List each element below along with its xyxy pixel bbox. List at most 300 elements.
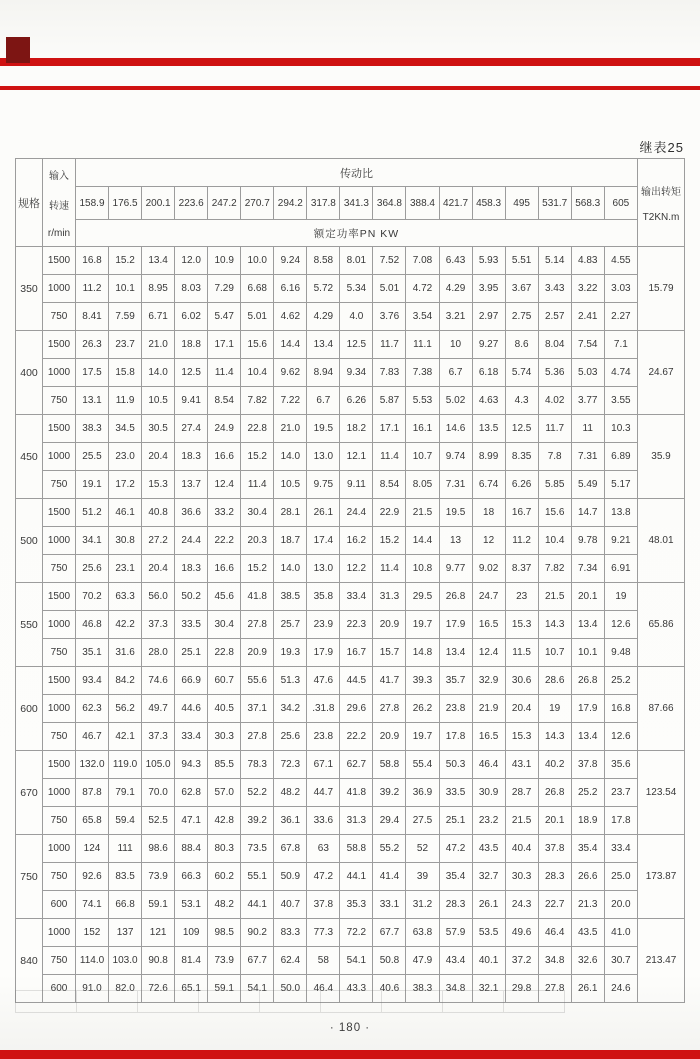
power-value-cell: 26.2 (406, 695, 439, 723)
power-value-cell: 30.8 (109, 527, 142, 555)
power-value-cell: 60.7 (208, 667, 241, 695)
power-value-cell: 17.1 (208, 331, 241, 359)
power-value-cell: 13.4 (307, 331, 340, 359)
power-value-cell: 12.5 (340, 331, 373, 359)
power-value-cell: 2.57 (538, 303, 571, 331)
power-value-cell: 30.7 (604, 947, 637, 975)
power-value-cell: 58.8 (373, 751, 406, 779)
power-value-cell: 39.2 (241, 807, 274, 835)
power-value-cell: 11.9 (109, 387, 142, 415)
power-value-cell: 23.7 (604, 779, 637, 807)
power-value-cell: 5.17 (604, 471, 637, 499)
power-value-cell: 27.8 (241, 611, 274, 639)
power-value-cell: 4.72 (406, 275, 439, 303)
power-value-cell: 92.6 (76, 863, 109, 891)
power-value-cell: 12.5 (175, 359, 208, 387)
power-value-cell: 58.8 (340, 835, 373, 863)
power-value-cell: 12.4 (208, 471, 241, 499)
power-value-cell: 33.4 (175, 723, 208, 751)
power-value-cell: 25.1 (175, 639, 208, 667)
power-value-cell: 46.1 (109, 499, 142, 527)
power-value-cell: 13.4 (571, 723, 604, 751)
power-value-cell: 10.9 (208, 247, 241, 275)
power-value-cell: 48.2 (274, 779, 307, 807)
power-value-cell: 20.4 (505, 695, 538, 723)
power-value-cell: 19.7 (406, 723, 439, 751)
power-value-cell: 54.1 (340, 947, 373, 975)
power-value-cell: 91.0 (76, 975, 109, 1003)
power-value-cell: 34.5 (109, 415, 142, 443)
power-value-cell: 7.31 (571, 443, 604, 471)
power-value-cell: 36.6 (175, 499, 208, 527)
power-value-cell: 33.6 (307, 807, 340, 835)
power-value-cell: 88.4 (175, 835, 208, 863)
power-value-cell: 40.7 (274, 891, 307, 919)
power-value-cell: 13.4 (142, 247, 175, 275)
power-value-cell: 5.72 (307, 275, 340, 303)
power-value-cell: 50.3 (439, 751, 472, 779)
power-value-cell: 34.8 (439, 975, 472, 1003)
power-value-cell: 32.7 (472, 863, 505, 891)
power-value-cell: 16.7 (505, 499, 538, 527)
power-value-cell: 7.83 (373, 359, 406, 387)
header-row-1 (16, 159, 685, 187)
power-value-cell: 2.41 (571, 303, 604, 331)
power-value-cell: 17.8 (604, 807, 637, 835)
power-value-cell: 27.8 (373, 695, 406, 723)
power-value-cell: 19.5 (307, 415, 340, 443)
power-value-cell: 18.3 (175, 555, 208, 583)
speed-cell: 1000 (43, 779, 76, 807)
power-value-cell: 28.7 (505, 779, 538, 807)
power-value-cell: 11.4 (208, 359, 241, 387)
torque-cell: 213.47 (638, 919, 685, 1003)
power-value-cell: 25.5 (76, 443, 109, 471)
power-value-cell: 72.2 (340, 919, 373, 947)
power-value-cell: 6.91 (604, 555, 637, 583)
power-value-cell: 25.2 (571, 779, 604, 807)
power-value-cell: 16.1 (406, 415, 439, 443)
ratio-value-header: 458.3 (472, 187, 505, 220)
speed-cell: 1000 (43, 919, 76, 947)
power-value-cell: 17.9 (307, 639, 340, 667)
power-value-cell: 41.0 (604, 919, 637, 947)
speed-cell: 750 (43, 947, 76, 975)
power-value-cell: 21.5 (538, 583, 571, 611)
speed-cell: 1000 (43, 359, 76, 387)
torque-cell: 24.67 (638, 331, 685, 415)
power-value-cell: 14.4 (406, 527, 439, 555)
power-value-cell: 62.4 (274, 947, 307, 975)
power-value-cell: 10.4 (538, 527, 571, 555)
power-value-cell: 62.7 (340, 751, 373, 779)
power-value-cell: 17.9 (439, 611, 472, 639)
power-value-cell: 44.1 (340, 863, 373, 891)
ratio-value-header: 341.3 (340, 187, 373, 220)
spec-cell: 750 (16, 835, 43, 919)
power-value-cell: 35.3 (340, 891, 373, 919)
power-value-cell: 43.3 (340, 975, 373, 1003)
power-value-cell: 46.4 (538, 919, 571, 947)
power-value-cell: 39 (406, 863, 439, 891)
spec-cell: 840 (16, 919, 43, 1003)
power-value-cell: 57.0 (208, 779, 241, 807)
power-value-cell: 13.0 (307, 555, 340, 583)
power-value-cell: 9.74 (439, 443, 472, 471)
power-value-cell: 44.7 (307, 779, 340, 807)
power-value-cell: 62.3 (76, 695, 109, 723)
power-value-cell: 3.22 (571, 275, 604, 303)
power-value-cell: 19 (538, 695, 571, 723)
power-value-cell: 19 (604, 583, 637, 611)
power-value-cell: 67.1 (307, 751, 340, 779)
power-value-cell: 28.1 (274, 499, 307, 527)
power-value-cell: 21.5 (505, 807, 538, 835)
table-row (16, 639, 685, 667)
ratio-value-header: 200.1 (142, 187, 175, 220)
power-value-cell: 14.4 (274, 331, 307, 359)
power-value-cell: 35.7 (439, 667, 472, 695)
spec-cell: 500 (16, 499, 43, 583)
power-value-cell: 79.1 (109, 779, 142, 807)
speed-cell: 1500 (43, 667, 76, 695)
power-value-cell: 6.18 (472, 359, 505, 387)
speed-cell: 600 (43, 975, 76, 1003)
power-value-cell: 5.87 (373, 387, 406, 415)
power-value-cell: 11.7 (373, 331, 406, 359)
power-value-cell: 20.1 (538, 807, 571, 835)
power-value-cell: 35.4 (439, 863, 472, 891)
power-value-cell: 25.6 (274, 723, 307, 751)
power-value-cell: 45.6 (208, 583, 241, 611)
torque-cell: 15.79 (638, 247, 685, 331)
power-value-cell: 33.2 (208, 499, 241, 527)
power-value-cell: 30.3 (208, 723, 241, 751)
power-value-cell: 7.1 (604, 331, 637, 359)
power-value-cell: 23.2 (472, 807, 505, 835)
power-value-cell: 8.35 (505, 443, 538, 471)
power-value-cell: 25.1 (439, 807, 472, 835)
power-value-cell: 16.8 (604, 695, 637, 723)
input-speed-line1: 输入 (49, 170, 69, 182)
power-value-cell: 5.51 (505, 247, 538, 275)
power-value-cell: 20.4 (142, 555, 175, 583)
power-value-cell: 56.2 (109, 695, 142, 723)
power-value-cell: 19.1 (76, 471, 109, 499)
power-value-cell: 31.2 (406, 891, 439, 919)
power-value-cell: 17.2 (109, 471, 142, 499)
power-value-cell: 43.5 (472, 835, 505, 863)
power-value-cell: 13.4 (439, 639, 472, 667)
power-value-cell: 40.6 (373, 975, 406, 1003)
power-value-cell: 38.3 (76, 415, 109, 443)
power-value-cell: 46.4 (307, 975, 340, 1003)
power-value-cell: 7.22 (274, 387, 307, 415)
power-value-cell: 51.3 (274, 667, 307, 695)
power-value-cell: 11.4 (373, 555, 406, 583)
power-value-cell: 39.3 (406, 667, 439, 695)
power-value-cell: 20.9 (241, 639, 274, 667)
power-value-cell: 47.2 (307, 863, 340, 891)
power-value-cell: 36.9 (406, 779, 439, 807)
power-value-cell: 9.48 (604, 639, 637, 667)
speed-cell: 1000 (43, 835, 76, 863)
table-row (16, 415, 685, 443)
input-speed-header (43, 159, 76, 247)
table-row (16, 723, 685, 751)
power-value-cell: 13.1 (76, 387, 109, 415)
power-value-cell: 15.2 (241, 555, 274, 583)
power-value-cell: 22.8 (241, 415, 274, 443)
power-value-cell: 12.5 (505, 415, 538, 443)
power-value-cell: 4.29 (307, 303, 340, 331)
power-value-cell: 10.0 (241, 247, 274, 275)
power-value-cell: 9.78 (571, 527, 604, 555)
power-value-cell: 49.6 (505, 919, 538, 947)
table-row (16, 583, 685, 611)
spec-cell: 400 (16, 331, 43, 415)
power-value-cell: 5.01 (373, 275, 406, 303)
speed-cell: 750 (43, 807, 76, 835)
power-value-cell: 29.5 (406, 583, 439, 611)
power-value-cell: 43.5 (571, 919, 604, 947)
ratio-value-header: 317.8 (307, 187, 340, 220)
power-value-cell: 17.9 (571, 695, 604, 723)
power-value-cell: 30.3 (505, 863, 538, 891)
power-value-cell: 10.1 (571, 639, 604, 667)
power-value-cell: 40.5 (208, 695, 241, 723)
power-value-cell: 23.8 (307, 723, 340, 751)
power-value-cell: 15.2 (373, 527, 406, 555)
power-value-cell: 8.03 (175, 275, 208, 303)
power-value-cell: 31.6 (109, 639, 142, 667)
power-value-cell: 20.9 (373, 611, 406, 639)
power-value-cell: 31.3 (373, 583, 406, 611)
power-value-cell: 37.3 (142, 723, 175, 751)
table-row (16, 807, 685, 835)
power-value-cell: 17.4 (307, 527, 340, 555)
speed-cell: 1000 (43, 611, 76, 639)
power-value-cell: 5.01 (241, 303, 274, 331)
power-value-cell: 10.3 (604, 415, 637, 443)
power-value-cell: 24.9 (208, 415, 241, 443)
power-value-cell: 9.62 (274, 359, 307, 387)
power-value-cell: 7.52 (373, 247, 406, 275)
speed-cell: 1500 (43, 331, 76, 359)
power-value-cell: 11.7 (538, 415, 571, 443)
ratio-value-header: 270.7 (241, 187, 274, 220)
power-value-cell: 66.8 (109, 891, 142, 919)
ratio-value-header: 364.8 (373, 187, 406, 220)
power-value-cell: 18.9 (571, 807, 604, 835)
table-row (16, 891, 685, 919)
speed-cell: 600 (43, 891, 76, 919)
speed-cell: 1500 (43, 499, 76, 527)
power-value-cell: 70.0 (142, 779, 175, 807)
power-value-cell: 46.7 (76, 723, 109, 751)
table-continuation-label: 继表25 (639, 140, 684, 155)
output-torque-line1: 输出转矩 (641, 186, 681, 198)
speed-cell: 1000 (43, 443, 76, 471)
table-row (16, 303, 685, 331)
power-value-cell: 13.0 (307, 443, 340, 471)
power-value-cell: 11.5 (505, 639, 538, 667)
power-value-cell: 41.8 (340, 779, 373, 807)
power-value-cell: 57.9 (439, 919, 472, 947)
power-value-cell: 20.1 (571, 583, 604, 611)
power-value-cell: 98.5 (208, 919, 241, 947)
power-value-cell: 4.55 (604, 247, 637, 275)
power-value-cell: 16.6 (208, 443, 241, 471)
power-value-cell: 84.2 (109, 667, 142, 695)
power-value-cell: 20.9 (373, 723, 406, 751)
power-value-cell: 8.58 (307, 247, 340, 275)
speed-cell: 750 (43, 863, 76, 891)
speed-cell: 750 (43, 555, 76, 583)
power-value-cell: 47.2 (439, 835, 472, 863)
power-value-cell: 10 (439, 331, 472, 359)
power-value-cell: 10.7 (406, 443, 439, 471)
power-value-cell: 13.8 (604, 499, 637, 527)
power-value-cell: 30.4 (208, 611, 241, 639)
torque-cell: 35.9 (638, 415, 685, 499)
power-value-cell: 30.5 (142, 415, 175, 443)
power-value-cell: 63.8 (406, 919, 439, 947)
speed-cell: 1000 (43, 527, 76, 555)
power-value-cell: 56.0 (142, 583, 175, 611)
power-value-cell: 124 (76, 835, 109, 863)
output-torque-unit: T2KN.m (642, 211, 680, 223)
speed-cell: 1500 (43, 583, 76, 611)
power-value-cell: 37.8 (538, 835, 571, 863)
power-value-cell: 16.6 (208, 555, 241, 583)
power-value-cell: 18.8 (175, 331, 208, 359)
power-value-cell: 12.2 (340, 555, 373, 583)
power-value-cell: 47.1 (175, 807, 208, 835)
page-number: · 180 · (329, 1022, 371, 1034)
power-value-cell: 73.5 (241, 835, 274, 863)
power-value-cell: 65.8 (76, 807, 109, 835)
power-value-cell: 3.21 (439, 303, 472, 331)
ratio-value-header: 223.6 (175, 187, 208, 220)
power-value-cell: 5.02 (439, 387, 472, 415)
speed-cell: 750 (43, 471, 76, 499)
power-value-cell: 4.02 (538, 387, 571, 415)
ratio-values-row (16, 187, 685, 220)
power-value-cell: 14.0 (142, 359, 175, 387)
power-value-cell: 4.83 (571, 247, 604, 275)
power-value-cell: 5.47 (208, 303, 241, 331)
power-value-cell: .31.8 (307, 695, 340, 723)
power-value-cell: 4.74 (604, 359, 637, 387)
power-value-cell: 13 (439, 527, 472, 555)
power-value-cell: 35.1 (76, 639, 109, 667)
power-value-cell: 14.0 (274, 443, 307, 471)
power-value-cell: 24.4 (340, 499, 373, 527)
power-value-cell: 19.7 (406, 611, 439, 639)
power-value-cell: 12.6 (604, 723, 637, 751)
speed-cell: 750 (43, 723, 76, 751)
power-value-cell: 27.4 (175, 415, 208, 443)
ratio-value-header: 495 (505, 187, 538, 220)
ratio-value-header: 531.7 (538, 187, 571, 220)
power-value-cell: 15.8 (109, 359, 142, 387)
power-value-cell: 42.8 (208, 807, 241, 835)
table-row (16, 555, 685, 583)
speed-cell: 1500 (43, 751, 76, 779)
ratio-value-header: 247.2 (208, 187, 241, 220)
power-value-cell: 6.16 (274, 275, 307, 303)
power-value-cell: 22.2 (208, 527, 241, 555)
power-value-cell: 25.6 (76, 555, 109, 583)
bottom-red-bar (0, 1050, 700, 1059)
power-value-cell: 10.7 (538, 639, 571, 667)
power-value-cell: 35.6 (604, 751, 637, 779)
power-value-cell: 50.9 (274, 863, 307, 891)
power-value-cell: 37.1 (241, 695, 274, 723)
power-value-cell: 29.8 (505, 975, 538, 1003)
table-row (16, 359, 685, 387)
power-value-cell: 25.2 (604, 667, 637, 695)
power-value-cell: 7.8 (538, 443, 571, 471)
power-value-cell: 26.8 (538, 779, 571, 807)
power-value-cell: 6.71 (142, 303, 175, 331)
power-value-cell: 30.4 (241, 499, 274, 527)
power-value-cell: 8.37 (505, 555, 538, 583)
power-value-cell: 53.1 (175, 891, 208, 919)
power-value-cell: 32.9 (472, 667, 505, 695)
power-value-cell: 10.5 (142, 387, 175, 415)
power-value-cell: 73.9 (142, 863, 175, 891)
power-value-cell: 132.0 (76, 751, 109, 779)
power-value-cell: 41.7 (373, 667, 406, 695)
power-value-cell: 53.5 (472, 919, 505, 947)
power-value-cell: 5.85 (538, 471, 571, 499)
power-value-cell: 37.8 (571, 751, 604, 779)
torque-cell: 123.54 (638, 751, 685, 835)
power-value-cell: 8.41 (76, 303, 109, 331)
power-value-cell: 6.26 (505, 471, 538, 499)
power-value-cell: 9.11 (340, 471, 373, 499)
power-value-cell: 119.0 (109, 751, 142, 779)
power-value-cell: 8.95 (142, 275, 175, 303)
ratio-value-header: 421.7 (439, 187, 472, 220)
power-value-cell: 26.6 (571, 863, 604, 891)
power-value-cell: 22.8 (208, 639, 241, 667)
power-value-cell: 8.54 (208, 387, 241, 415)
torque-cell: 65.86 (638, 583, 685, 667)
power-value-cell: 4.0 (340, 303, 373, 331)
power-value-cell: 41.8 (241, 583, 274, 611)
power-value-cell: 25.0 (604, 863, 637, 891)
power-value-cell: 33.5 (175, 611, 208, 639)
power-value-cell: 11.2 (505, 527, 538, 555)
power-value-cell: 43.1 (505, 751, 538, 779)
power-value-cell: 21.0 (274, 415, 307, 443)
power-value-cell: 59.1 (208, 975, 241, 1003)
speed-cell: 1000 (43, 695, 76, 723)
input-speed-line2: 转速 (49, 201, 69, 212)
power-value-cell: 17.1 (373, 415, 406, 443)
power-value-cell: 26.8 (439, 583, 472, 611)
power-value-cell: 13.4 (571, 611, 604, 639)
power-value-cell: 2.27 (604, 303, 637, 331)
ratio-value-header: 605 (604, 187, 637, 220)
power-value-cell: 59.1 (142, 891, 175, 919)
power-value-cell: 52 (406, 835, 439, 863)
power-value-cell: 55.1 (241, 863, 274, 891)
power-value-cell: 87.8 (76, 779, 109, 807)
